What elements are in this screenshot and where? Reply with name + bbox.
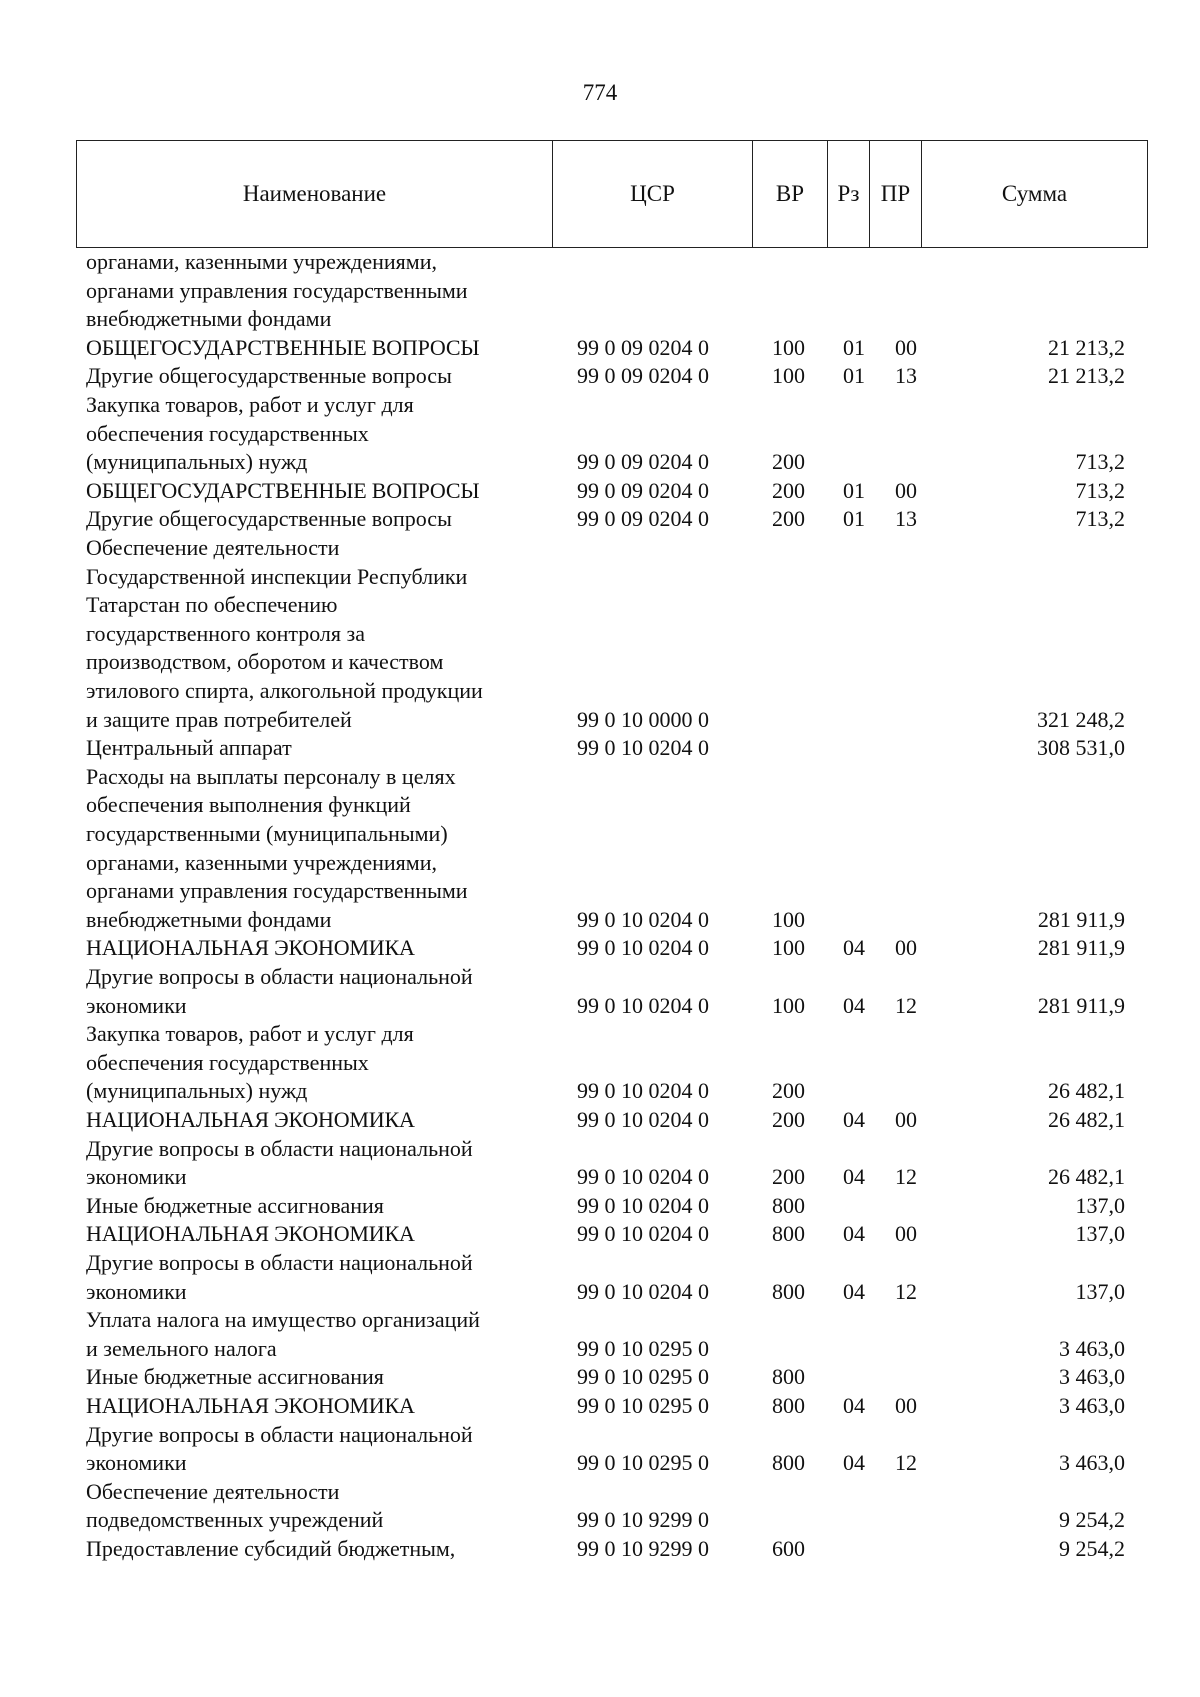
row-name-line: Другие вопросы в области национальной [86,1421,473,1447]
row-rz: 04 [843,1278,865,1304]
row-pr: 00 [895,1221,917,1247]
row-csr: 99 0 10 9299 0 [577,1507,709,1533]
row-sum: 9 254,2 [1059,1536,1125,1561]
row-name [86,1106,538,1135]
row-sum: 3 463,0 [1059,1364,1125,1390]
row-sum: 26 482,1 [1048,1078,1125,1104]
table-row [0,1135,1200,1192]
row-csr: 99 0 09 0204 0 [577,363,709,389]
row-vr: 800 [772,1364,805,1390]
table-row [0,934,1200,963]
row-csr: 99 0 09 0204 0 [577,506,709,532]
row-vr: 800 [772,1192,805,1218]
table-row [0,477,1200,506]
row-rz: 04 [843,1221,865,1247]
row-csr: 99 0 10 0000 0 [577,706,709,732]
table-row [0,1020,1200,1106]
row-sum: 137,0 [1075,1221,1125,1247]
row-name [86,1220,538,1249]
row-pr: 12 [895,992,917,1018]
row-name-line: НАЦИОНАЛЬНАЯ ЭКОНОМИКА [86,1107,415,1132]
row-name [86,963,538,1020]
row-sum: 137,0 [1075,1278,1125,1304]
row-name [86,1421,538,1478]
table-row [0,1249,1200,1306]
row-pr: 00 [895,334,917,360]
row-name [86,1363,538,1392]
row-rz: 04 [843,1450,865,1476]
row-pr: 13 [895,506,917,532]
row-sum: 21 213,2 [1048,363,1125,389]
row-vr: 200 [772,477,805,503]
table-row [0,505,1200,534]
row-name [86,763,538,935]
row-csr: 99 0 10 0295 0 [577,1393,709,1418]
header-name: Наименование [77,141,553,247]
table-row [0,963,1200,1020]
row-name-line: этилового спирта, алкогольной продукции [86,677,483,703]
row-vr: 100 [772,992,805,1018]
row-sum: 26 482,1 [1048,1164,1125,1190]
row-name [86,1249,538,1306]
row-name-line: производством, оборотом и качеством [86,649,444,675]
row-sum: 21 213,2 [1048,334,1125,360]
row-name-line: Другие вопросы в области национальной [86,1135,473,1161]
table-row [0,1192,1200,1221]
row-name-line: обеспечения выполнения функций [86,792,411,818]
row-name-line: Другие вопросы в области национальной [86,964,473,989]
row-vr: 800 [772,1278,805,1304]
row-name-line: ОБЩЕГОСУДАРСТВЕННЫЕ ВОПРОСЫ [86,477,480,503]
row-name [86,534,538,734]
row-vr: 600 [772,1536,805,1561]
row-name-line: Центральный аппарат [86,735,292,761]
row-name-line: экономики [86,1278,187,1304]
row-name [86,934,538,963]
row-name-line: Обеспечение деятельности [86,1478,340,1504]
row-name-line: обеспечения государственных [86,1049,369,1075]
row-name [86,477,538,506]
row-rz: 01 [843,477,865,503]
table-row [0,1220,1200,1249]
row-name-line: Предоставление субсидий бюджетным, [86,1536,456,1561]
row-sum: 281 911,9 [1037,992,1125,1018]
row-csr: 99 0 10 0204 0 [577,1278,709,1304]
row-name [86,1478,538,1535]
row-sum: 9 254,2 [1059,1507,1125,1533]
row-vr: 200 [772,1164,805,1190]
row-rz: 04 [843,992,865,1018]
row-name-line: органами управления государственными [86,878,468,904]
table-row [0,1106,1200,1135]
row-sum: 713,2 [1075,506,1125,532]
row-sum: 321 248,2 [1037,706,1125,732]
row-csr: 99 0 10 9299 0 [577,1536,709,1561]
row-csr: 99 0 10 0204 0 [577,735,709,761]
row-vr: 800 [772,1393,805,1418]
row-rz: 04 [843,1393,865,1418]
row-csr: 99 0 10 0204 0 [577,992,709,1018]
row-name-line: Закупка товаров, работ и услуг для [86,1021,414,1047]
row-name [86,1392,538,1421]
row-csr: 99 0 10 0204 0 [577,935,709,961]
row-rz: 04 [843,1107,865,1132]
row-pr: 12 [895,1450,917,1476]
row-name-line: органами управления государственными [86,277,468,303]
row-name-line: Уплата налога на имущество организаций [86,1307,480,1333]
row-name-line: органами, казенными учреждениями, [86,849,437,875]
row-name [86,248,538,334]
table-row [0,763,1200,935]
row-name-line: Закупка товаров, работ и услуг для [86,392,414,417]
header-pr: ПР [870,141,922,247]
table-row [0,1306,1200,1363]
row-name [86,1192,538,1221]
header-sum: Сумма [1001,181,1068,206]
row-csr: 99 0 10 0204 0 [577,1164,709,1190]
row-name [86,734,538,763]
row-csr: 99 0 09 0204 0 [577,477,709,503]
row-csr: 99 0 10 0295 0 [577,1335,709,1361]
row-name [86,1306,538,1363]
row-name-line: Расходы на выплаты персоналу в целях [86,763,456,789]
row-name-line: и защите прав потребителей [86,706,352,732]
row-name [86,391,538,477]
row-pr: 00 [895,1393,917,1418]
row-pr: 12 [895,1278,917,1304]
row-pr: 12 [895,1164,917,1190]
row-name-line: (муниципальных) нужд [86,449,308,475]
row-sum: 3 463,0 [1059,1335,1125,1361]
row-vr: 200 [772,506,805,532]
row-name-line: НАЦИОНАЛЬНАЯ ЭКОНОМИКА [86,1393,415,1418]
row-vr: 200 [772,449,805,475]
row-csr: 99 0 10 0204 0 [577,1107,709,1132]
table-row [0,1392,1200,1421]
row-name-line: государственными (муниципальными) [86,820,448,846]
row-pr: 13 [895,363,917,389]
row-csr: 99 0 10 0204 0 [577,1221,709,1247]
row-csr: 99 0 10 0204 0 [577,1078,709,1104]
row-name [86,1020,538,1106]
row-pr: 00 [895,935,917,961]
row-name [86,334,538,363]
header-csr: ЦСР [553,141,753,247]
row-name-line: подведомственных учреждений [86,1507,384,1533]
row-name-line: НАЦИОНАЛЬНАЯ ЭКОНОМИКА [86,935,415,961]
row-vr: 100 [772,906,805,932]
row-pr: 00 [895,1107,917,1132]
row-sum: 281 911,9 [1037,906,1125,932]
row-vr: 100 [772,334,805,360]
row-sum: 26 482,1 [1048,1107,1125,1132]
row-name-line: экономики [86,992,187,1018]
row-csr: 99 0 10 0295 0 [577,1450,709,1476]
row-csr: 99 0 09 0204 0 [577,334,709,360]
row-rz: 04 [843,1164,865,1190]
header-vr: ВР [753,141,828,247]
row-name [86,1135,538,1192]
page-number: 774 [582,80,618,105]
row-csr: 99 0 10 0295 0 [577,1364,709,1390]
table-header [76,140,1148,248]
row-name-line: Иные бюджетные ассигнования [86,1364,384,1390]
table-row [0,391,1200,477]
table-row [0,1421,1200,1478]
row-name-line: НАЦИОНАЛЬНАЯ ЭКОНОМИКА [86,1221,415,1247]
row-name-line: экономики [86,1164,187,1190]
row-name-line: (муниципальных) нужд [86,1078,308,1104]
row-rz: 01 [843,363,865,389]
row-sum: 137,0 [1075,1192,1125,1218]
row-sum: 713,2 [1075,449,1125,475]
header-rz: Рз [828,141,870,247]
row-name-line: внебюджетными фондами [86,306,332,332]
row-vr: 200 [772,1078,805,1104]
row-csr: 99 0 09 0204 0 [577,449,709,475]
row-pr: 00 [895,477,917,503]
table-row [0,534,1200,734]
table-row [0,734,1200,763]
row-name-line: органами, казенными учреждениями, [86,249,437,274]
row-sum: 713,2 [1075,477,1125,503]
row-name-line: Государственной инспекции Республики [86,563,468,589]
row-name-line: государственного контроля за [86,620,365,646]
row-name-line: Другие общегосударственные вопросы [86,363,452,389]
row-sum: 3 463,0 [1059,1393,1125,1418]
row-rz: 01 [843,506,865,532]
row-sum: 3 463,0 [1059,1450,1125,1476]
row-vr: 200 [772,1107,805,1132]
row-name-line: экономики [86,1450,187,1476]
row-vr: 100 [772,363,805,389]
row-sum: 308 531,0 [1037,735,1125,761]
row-name-line: и земельного налога [86,1335,277,1361]
table-row [0,334,1200,363]
table-row [0,362,1200,391]
row-vr: 100 [772,935,805,961]
row-vr: 800 [772,1450,805,1476]
row-rz: 04 [843,935,865,961]
row-name-line: Другие вопросы в области национальной [86,1250,473,1275]
row-rz: 01 [843,334,865,360]
row-name-line: Иные бюджетные ассигнования [86,1192,384,1218]
row-name [86,1535,538,1564]
table-row [0,1535,1200,1564]
table-row [0,248,1200,334]
row-name-line: Татарстан по обеспечению [86,592,338,618]
table-row [0,1363,1200,1392]
row-csr: 99 0 10 0204 0 [577,1192,709,1218]
row-name-line: Другие общегосударственные вопросы [86,506,452,532]
row-sum: 281 911,9 [1037,935,1125,961]
row-name-line: внебюджетными фондами [86,906,332,932]
row-vr: 800 [772,1221,805,1247]
row-name [86,505,538,534]
row-name-line: Обеспечение деятельности [86,535,340,560]
table-row [0,1478,1200,1535]
row-csr: 99 0 10 0204 0 [577,906,709,932]
row-name [86,362,538,391]
row-name-line: ОБЩЕГОСУДАРСТВЕННЫЕ ВОПРОСЫ [86,334,480,360]
row-name-line: обеспечения государственных [86,420,369,446]
